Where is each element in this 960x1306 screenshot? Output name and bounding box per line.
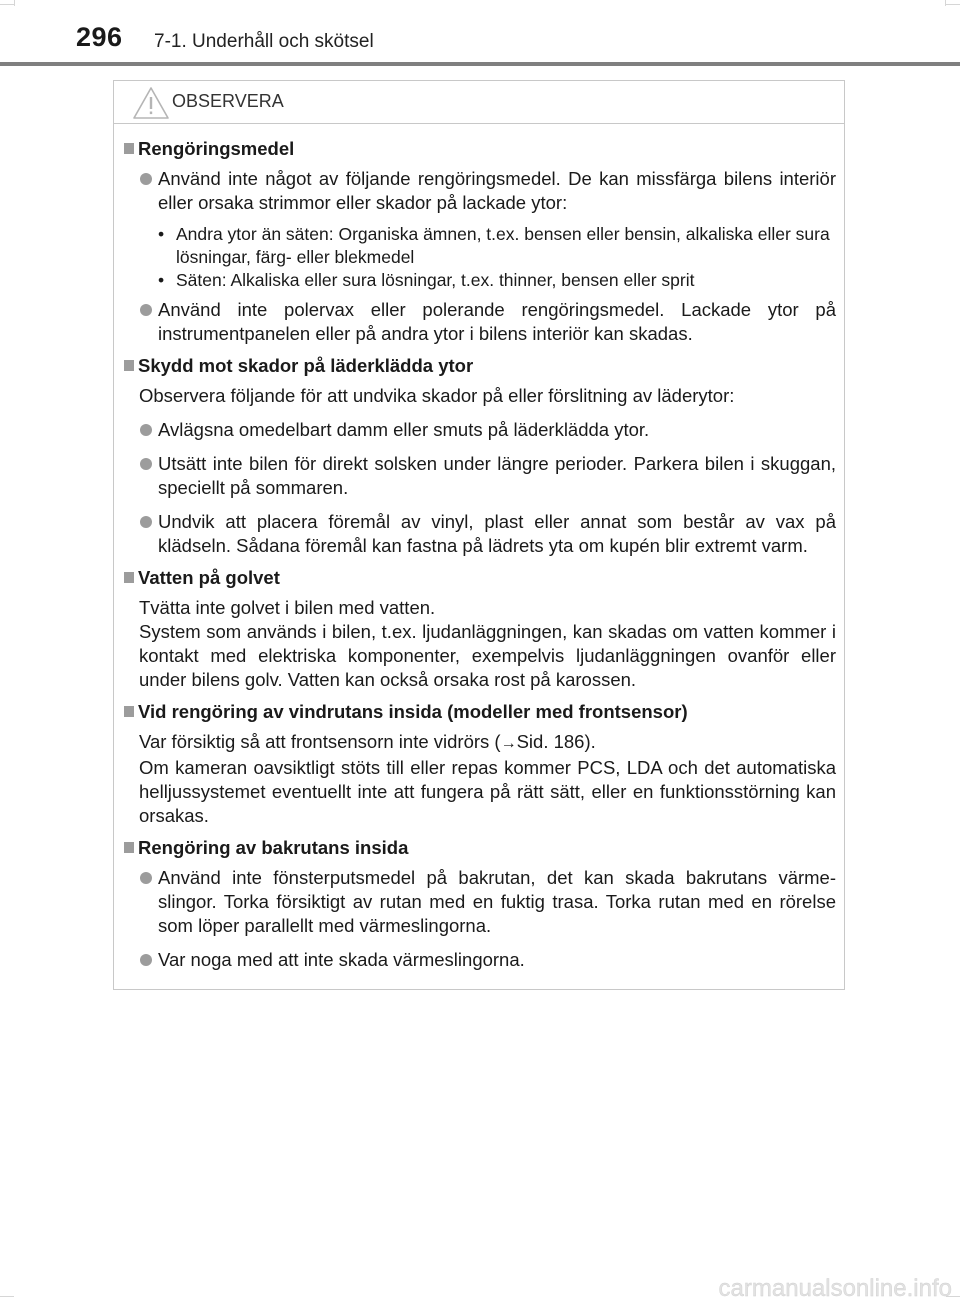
crop-mark — [946, 4, 960, 5]
list-item — [124, 948, 836, 972]
list-item — [124, 452, 836, 500]
round-bullet-icon — [140, 516, 152, 528]
section-heading — [124, 354, 836, 378]
heading-text: Rengöringsmedel — [138, 138, 295, 159]
page-reference-link[interactable]: Sid. 186). — [516, 731, 596, 752]
caution-box — [113, 80, 845, 990]
square-bullet-icon — [124, 572, 134, 583]
item-text: Använd inte fönsterputsmedel på bakrutan, det kan skada bakrutans värme-slingor. Torka försiktigt av rutan med en fuktig trasa. Torka rutan med en rörelse som löper parallellt med värmeslingorna. — [158, 867, 836, 936]
round-bullet-icon — [140, 458, 152, 470]
paragraph: Om kameran oavsiktligt stöts till eller repas kommer PCS, LDA och det automatiska helljussystemet eventuellt inte att fungera på rätt sätt, eller en funktionsstörning kan orsakas. — [139, 757, 836, 826]
paragraph — [124, 730, 836, 756]
paragraph: System som används i bilen, t.ex. ljudanläggningen, kan skadas om vatten kommer i kontakt med elektriska komponenter, exempelvis ljudanläggningen ovanför eller under bilens golv. Vatten kan också orsaka rost på karossen. — [139, 621, 836, 690]
list-item — [124, 866, 836, 938]
section-heading — [124, 700, 836, 724]
square-bullet-icon — [124, 360, 134, 371]
square-bullet-icon — [124, 143, 134, 154]
item-text: Var noga med att inte skada värmeslingorna. — [158, 949, 525, 970]
svg-text:carmanualsonline.info: carmanualsonline.info — [718, 1275, 952, 1302]
sub-list-item — [158, 269, 836, 292]
list-item — [124, 298, 836, 346]
paragraph: Observera följande för att undvika skador på eller förslitning av läderytor: — [139, 385, 735, 406]
round-bullet-icon — [140, 173, 152, 185]
sub-list — [124, 223, 836, 292]
section-heading — [124, 566, 836, 590]
dot-bullet-icon: • — [158, 270, 165, 290]
crop-mark — [14, 0, 15, 6]
item-text: Säten: Alkaliska eller sura lösningar, t.ex. thinner, bensen eller sprit — [176, 270, 695, 290]
watermark-logo — [690, 1270, 955, 1304]
arrow-right-icon: → — [500, 735, 517, 752]
paragraph: Tvätta inte golvet i bilen med vatten. — [139, 597, 436, 618]
dot-bullet-icon: • — [158, 224, 165, 244]
item-text: Avlägsna omedelbart damm eller smuts på läderklädda ytor. — [158, 419, 650, 440]
round-bullet-icon — [140, 954, 152, 966]
square-bullet-icon — [124, 706, 134, 717]
round-bullet-icon — [140, 872, 152, 884]
square-bullet-icon — [124, 842, 134, 853]
heading-text: Vid rengöring av vindrutans insida (modeller med frontsensor) — [138, 701, 688, 722]
caution-content — [114, 137, 844, 972]
paragraph-text: Var försiktig så att frontsensorn inte vidrörs ( — [139, 731, 501, 752]
list-item — [124, 167, 836, 215]
header-rule — [0, 62, 960, 66]
section-title: 7-1. Underhåll och skötsel — [154, 31, 374, 52]
page-number: 296 — [76, 22, 123, 52]
list-item — [124, 418, 836, 442]
sub-list-item — [158, 223, 836, 269]
item-text: Använd inte något av följande rengöringsmedel. De kan missfärga bilens interiör eller orsaka strimmor eller skador på lackade ytor: — [158, 168, 836, 213]
crop-mark — [945, 0, 946, 6]
round-bullet-icon — [140, 424, 152, 436]
warning-triangle-icon — [132, 86, 170, 120]
section-heading — [124, 836, 836, 860]
list-item — [124, 510, 836, 558]
heading-text: Vatten på golvet — [138, 567, 280, 588]
crop-mark — [0, 4, 14, 5]
item-text: Andra ytor än säten: Organiska ämnen, t.ex. bensen eller bensin, alkaliska eller sura lösningar, färg- eller blekmedel — [176, 224, 830, 267]
caution-title: OBSERVERA — [172, 91, 284, 111]
crop-mark — [0, 1296, 14, 1297]
round-bullet-icon — [140, 304, 152, 316]
item-text: Utsätt inte bilen för direkt solsken under längre perioder. Parkera bilen i skuggan, speciellt på sommaren. — [158, 453, 836, 498]
section-heading — [124, 137, 836, 161]
item-text: Undvik att placera föremål av vinyl, plast eller annat som består av vax på klädseln. Sådana föremål kan fastna på lädrets yta om kupén blir extremt varm. — [158, 511, 836, 556]
item-text: Använd inte polervax eller polerande rengöringsmedel. Lackade ytor på instrumentpanelen eller på andra ytor i bilens interiör kan skadas. — [158, 299, 836, 344]
heading-text: Skydd mot skador på läderklädda ytor — [138, 355, 474, 376]
heading-text: Rengöring av bakrutans insida — [138, 837, 409, 858]
caution-header — [114, 81, 844, 124]
